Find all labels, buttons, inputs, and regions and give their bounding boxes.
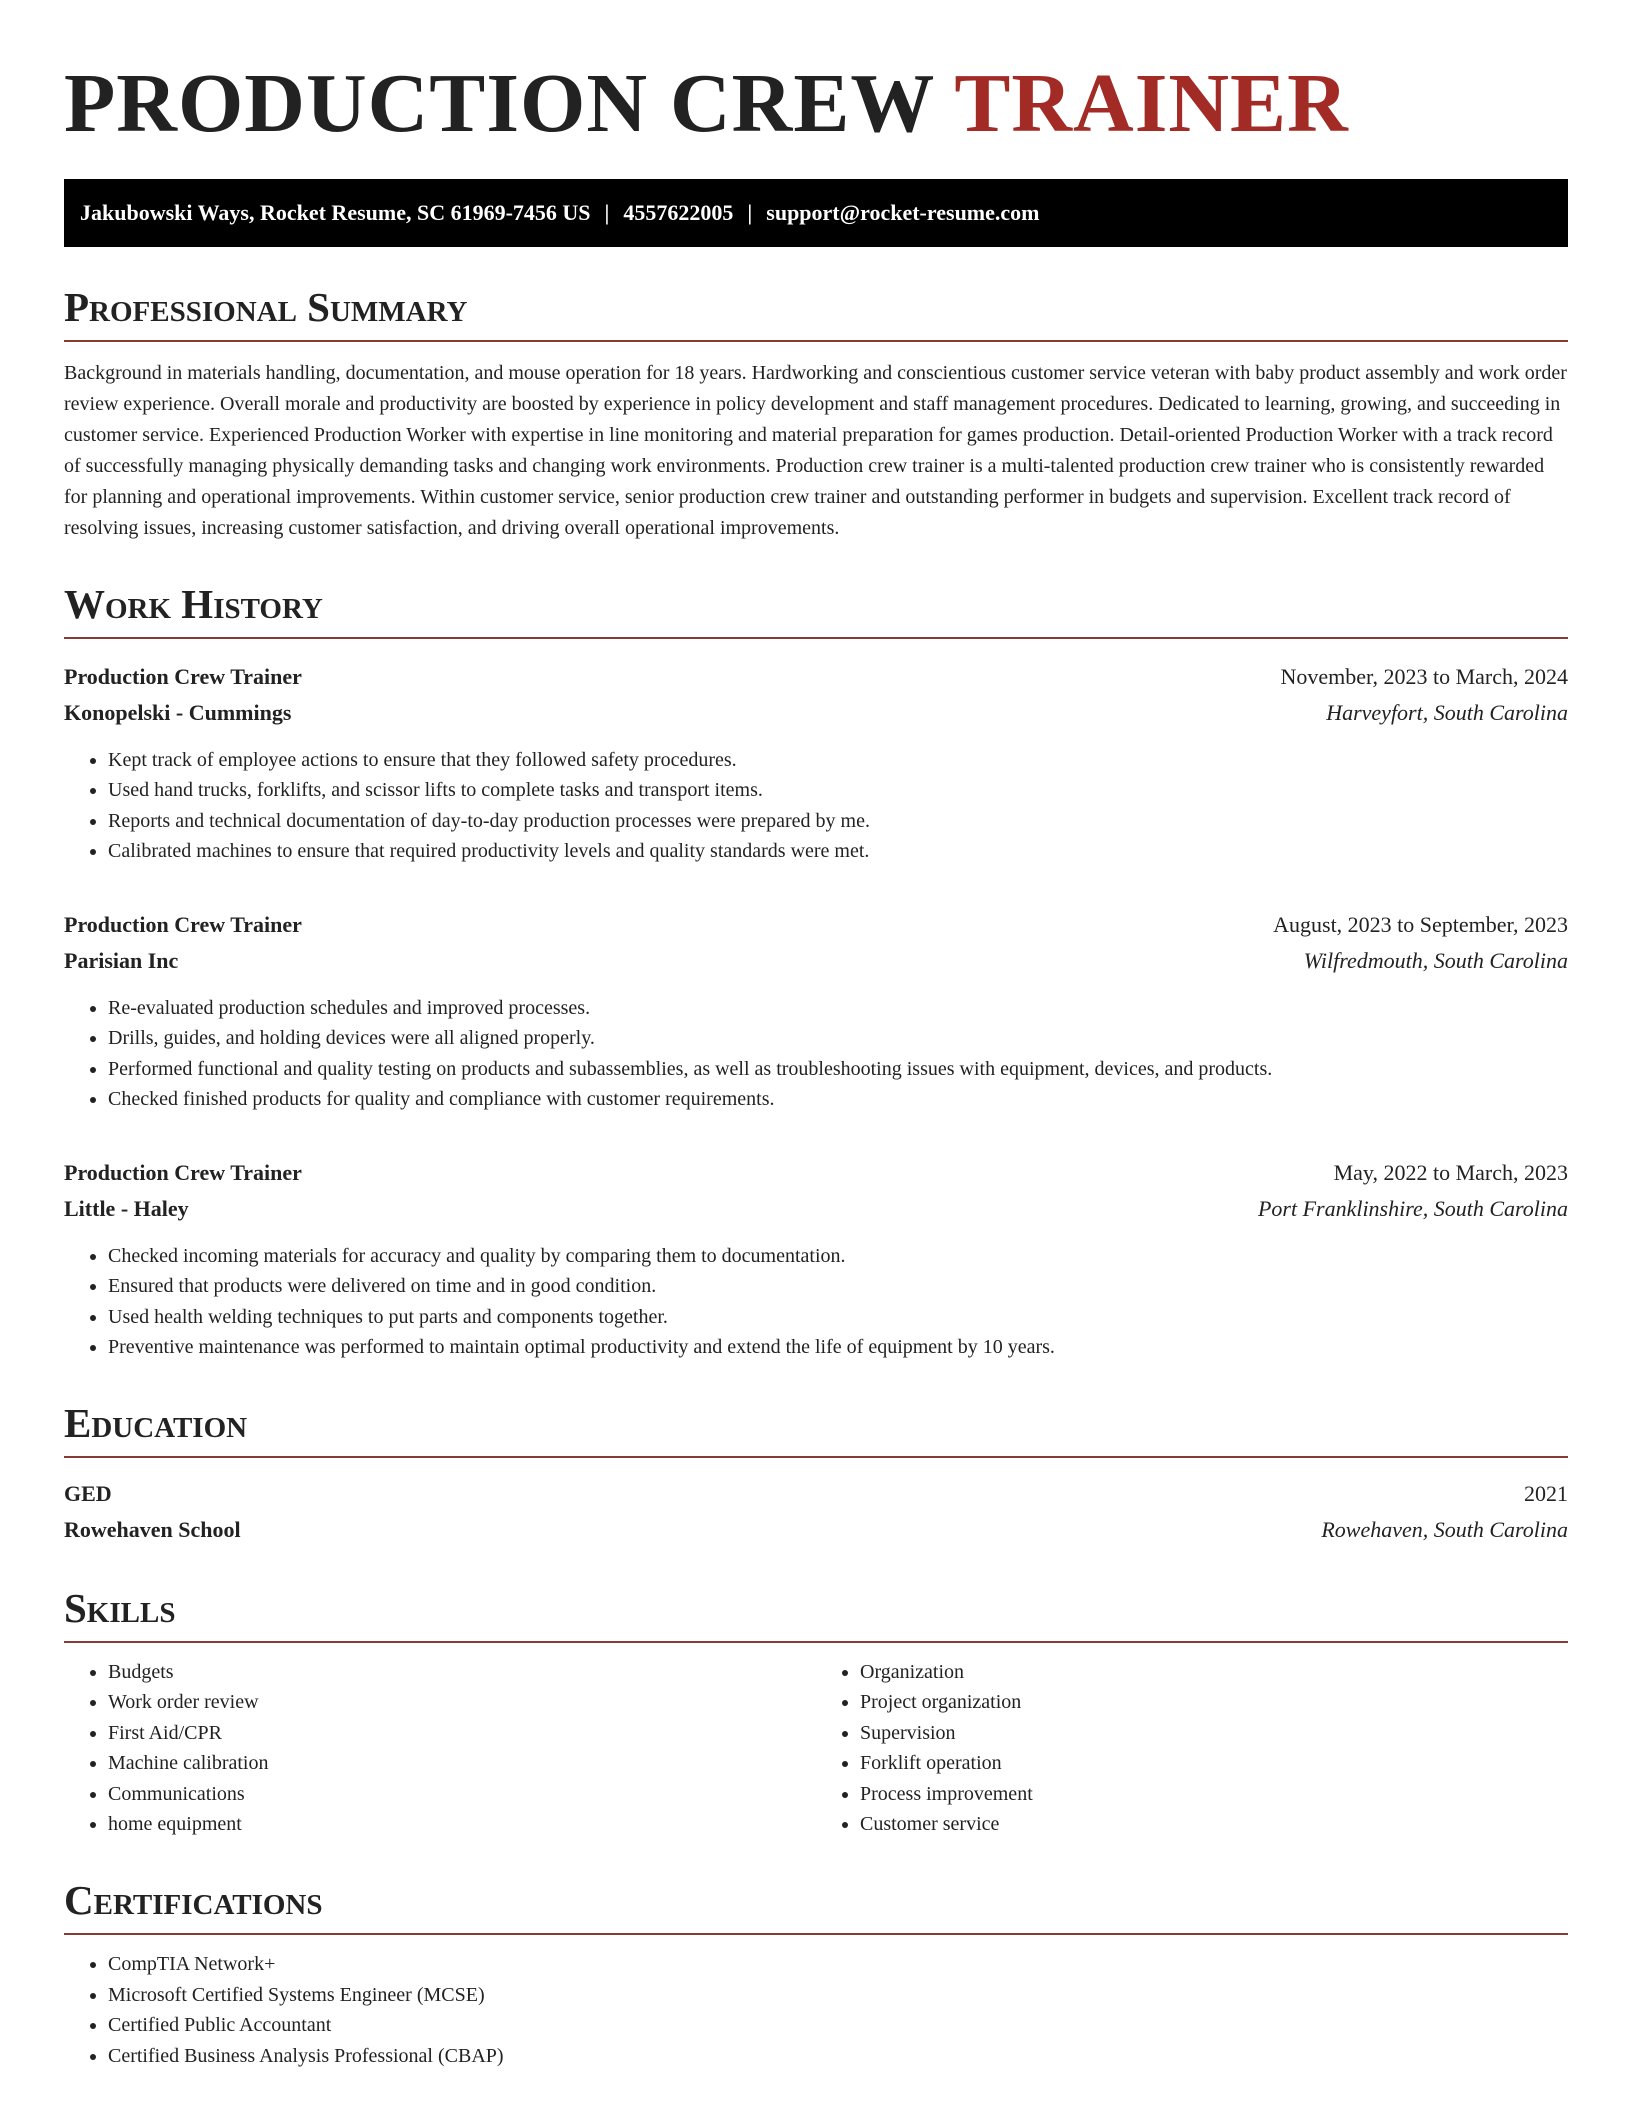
job-dates: May, 2022 to March, 2023	[1333, 1159, 1568, 1185]
job-company: Little - Haley	[64, 1195, 189, 1221]
job-title: Production Crew Trainer	[64, 663, 302, 689]
skills-heading: Skills	[64, 1586, 1568, 1643]
skills-columns	[64, 1657, 1568, 1840]
list-item: • Certified Public Accountant	[108, 2010, 1568, 2041]
contact-separator: |	[604, 199, 610, 225]
list-item: • First Aid/CPR	[108, 1718, 816, 1749]
list-item: • Microsoft Certified Systems Engineer (MCSE)	[108, 1980, 1568, 2011]
list-item: • Work order review	[108, 1687, 816, 1718]
job-header-row	[64, 659, 1568, 695]
education-entry	[64, 1476, 1568, 1548]
education-degree: GED	[64, 1480, 112, 1506]
skills-column-left	[64, 1657, 816, 1840]
list-item: • Drills, guides, and holding devices were all aligned properly.	[108, 1023, 1568, 1054]
list-item: • Budgets	[108, 1657, 816, 1688]
list-item: • Checked finished products for quality and compliance with customer requirements.	[108, 1084, 1568, 1115]
job-location: Wilfredmouth, South Carolina	[1303, 947, 1568, 973]
list-item: • Communications	[108, 1779, 816, 1810]
job-company: Konopelski - Cummings	[64, 699, 292, 725]
list-item: • Machine calibration	[108, 1748, 816, 1779]
list-item: • Project organization	[860, 1687, 1568, 1718]
summary-section	[64, 285, 1568, 544]
job-title: Production Crew Trainer	[64, 911, 302, 937]
list-item: • home equipment	[108, 1809, 816, 1840]
job-company-row	[64, 943, 1568, 979]
contact-email[interactable]: support@rocket-resume.com	[766, 199, 1040, 225]
job-dates: August, 2023 to September, 2023	[1273, 911, 1568, 937]
list-item: • Used hand trucks, forklifts, and scissor lifts to complete tasks and transport items.	[108, 775, 1568, 806]
summary-heading: Professional Summary	[64, 285, 1568, 342]
resume-title	[64, 48, 1568, 153]
list-item: • Checked incoming materials for accuracy and quality by comparing them to documentation.	[108, 1241, 1568, 1272]
list-item: • Certified Business Analysis Professional (CBAP)	[108, 2041, 1568, 2072]
job-location: Harveyfort, South Carolina	[1326, 699, 1568, 725]
contact-bar	[64, 179, 1568, 247]
education-degree-row	[64, 1476, 1568, 1512]
work-history-section	[64, 582, 1568, 1363]
job-entry	[64, 659, 1568, 867]
job-bullets	[64, 993, 1568, 1115]
list-item: • Process improvement	[860, 1779, 1568, 1810]
job-bullets	[64, 1241, 1568, 1363]
certifications-heading: Certifications	[64, 1878, 1568, 1935]
education-school: Rowehaven School	[64, 1516, 241, 1542]
list-item: • Customer service	[860, 1809, 1568, 1840]
job-company-row	[64, 695, 1568, 731]
list-item: • CompTIA Network+	[108, 1949, 1568, 1980]
title-main: PRODUCTION CREW	[64, 57, 934, 150]
job-location: Port Franklinshire, South Carolina	[1257, 1195, 1568, 1221]
title-accent: TRAINER	[954, 57, 1349, 150]
job-header-row	[64, 1155, 1568, 1191]
summary-text: Background in materials handling, documentation, and mouse operation for 18 years. Hardworking and conscientious customer service veteran with baby product assembly and work order review experience. Overall morale and productivity are boosted by experience in policy development and staff management procedures. Dedicated to learning, growing, and succeeding in customer service. Experienced Production Worker with expertise in line monitoring and material preparation for games production. Detail-oriented Production Worker with a track record of successfully managing physically demanding tasks and changing work environments. Production crew trainer is a multi-talented production crew trainer who is consistently rewarded for planning and operational improvements. Within customer service, senior production crew trainer and outstanding performer in budgets and supervision. Excellent track record of resolving issues, increasing customer satisfaction, and driving overall operational improvements.	[64, 361, 1567, 539]
skills-column-right	[816, 1657, 1568, 1840]
education-year: 2021	[1524, 1480, 1568, 1506]
list-item: • Re-evaluated production schedules and improved processes.	[108, 993, 1568, 1024]
list-item: • Supervision	[860, 1718, 1568, 1749]
job-title: Production Crew Trainer	[64, 1159, 302, 1185]
education-school-row	[64, 1512, 1568, 1548]
list-item: • Ensured that products were delivered on time and in good condition.	[108, 1271, 1568, 1302]
job-entry	[64, 1155, 1568, 1363]
job-header-row	[64, 907, 1568, 943]
education-location: Rowehaven, South Carolina	[1321, 1516, 1568, 1542]
education-heading: Education	[64, 1401, 1568, 1458]
list-item: • Organization	[860, 1657, 1568, 1688]
job-bullets	[64, 745, 1568, 867]
skills-section	[64, 1586, 1568, 1840]
job-company-row	[64, 1191, 1568, 1227]
list-item: • Calibrated machines to ensure that required productivity levels and quality standards were met.	[108, 836, 1568, 867]
list-item: • Reports and technical documentation of day-to-day production processes were prepared by me.	[108, 806, 1568, 837]
certifications-list	[64, 1949, 1568, 2071]
contact-separator: |	[747, 199, 753, 225]
list-item: • Forklift operation	[860, 1748, 1568, 1779]
list-item: • Preventive maintenance was performed to maintain optimal productivity and extend the life of equipment by 10 years.	[108, 1332, 1568, 1363]
job-company: Parisian Inc	[64, 947, 179, 973]
education-section	[64, 1401, 1568, 1548]
certifications-section	[64, 1878, 1568, 2071]
job-dates: November, 2023 to March, 2024	[1280, 663, 1568, 689]
list-item: • Performed functional and quality testing on products and subassemblies, as well as troubleshooting issues with equipment, devices, and products.	[108, 1054, 1568, 1085]
contact-phone[interactable]: 4557622005	[623, 199, 734, 225]
contact-address: Jakubowski Ways, Rocket Resume, SC 61969-7456 US	[80, 199, 591, 225]
list-item: • Kept track of employee actions to ensure that they followed safety procedures.	[108, 745, 1568, 776]
list-item: • Used health welding techniques to put parts and components together.	[108, 1302, 1568, 1333]
work-history-heading: Work History	[64, 582, 1568, 639]
job-entry	[64, 907, 1568, 1115]
